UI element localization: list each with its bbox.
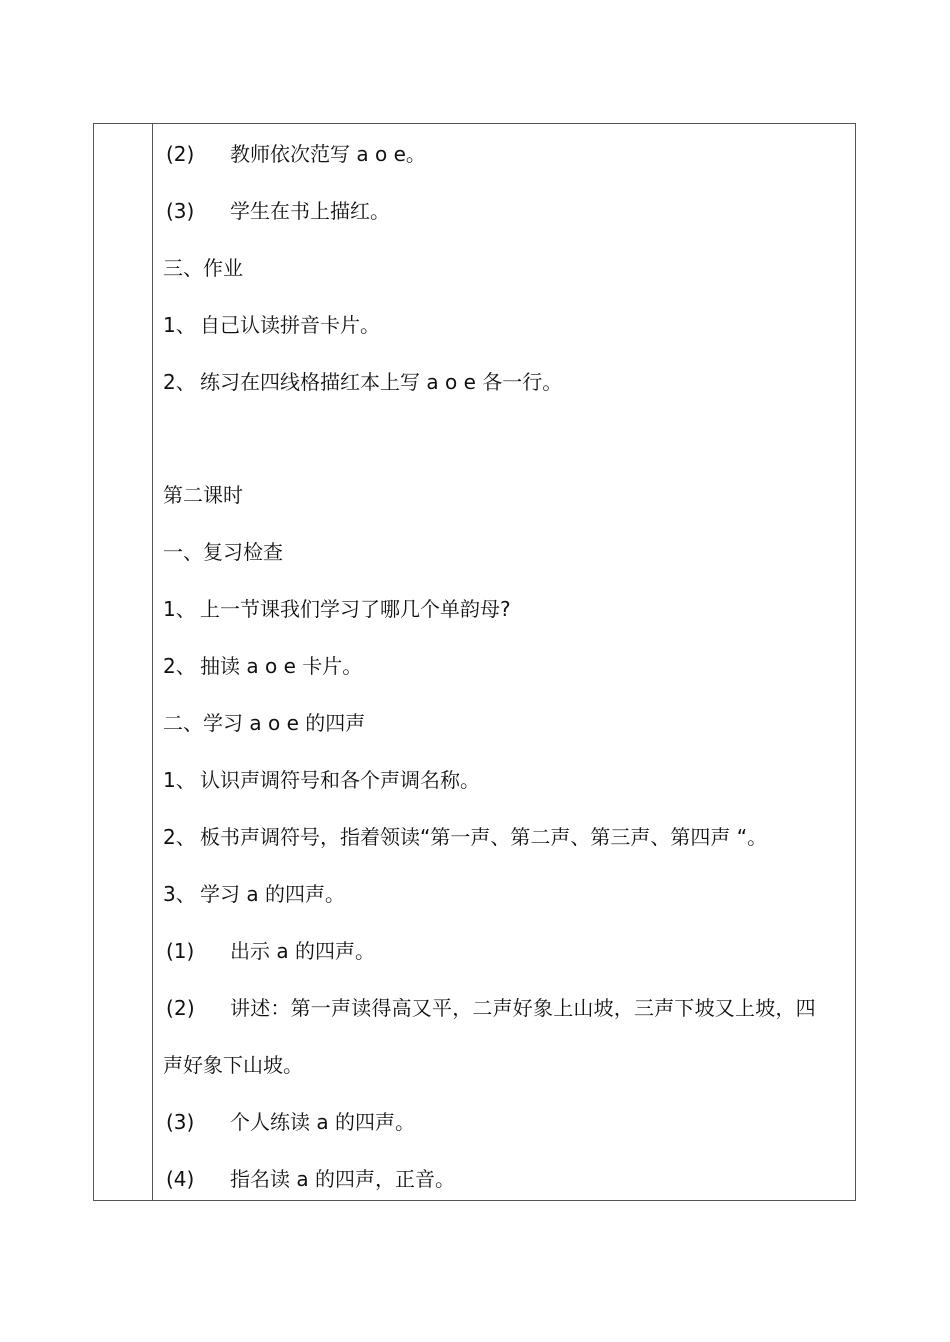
section-heading-homework: 三、作业 <box>163 256 243 280</box>
item-text: 上一节课我们学习了哪几个单韵母? <box>200 597 511 621</box>
item-number: 1、 <box>163 768 196 792</box>
left-column-cell <box>94 124 153 1200</box>
item-number: 1、 <box>163 597 196 621</box>
review-item-2 <box>163 652 362 680</box>
step-line-2 <box>166 140 426 168</box>
item-text: 板书声调符号，指着领读“第一声、第二声、第三声、第四声 “。 <box>200 825 768 849</box>
step-text: 讲述：第一声读得高又平，二声好象上山坡，三声下坡又上坡，四 <box>230 996 816 1020</box>
substep-1 <box>166 937 375 965</box>
tones-item-1 <box>163 766 480 794</box>
substep-2 <box>166 994 816 1022</box>
section-heading-review: 一、复习检查 <box>163 540 283 564</box>
item-text: 认识声调符号和各个声调名称。 <box>200 768 480 792</box>
step-text: 出示 a 的四声。 <box>230 939 375 963</box>
step-number: (3) <box>166 199 195 223</box>
lesson-title: 第二课时 <box>163 483 243 507</box>
step-number: (1) <box>166 939 195 963</box>
item-text: 抽读 a o e 卡片。 <box>200 654 363 678</box>
section-heading-tones: 二、学习 a o e 的四声 <box>163 711 366 735</box>
item-text: 自己认读拼音卡片。 <box>200 313 380 337</box>
content-cell <box>153 124 855 1200</box>
substep-4 <box>166 1165 455 1193</box>
step-number: (2) <box>166 996 195 1020</box>
item-number: 2、 <box>163 654 196 678</box>
item-number: 2、 <box>163 370 196 394</box>
step-number: (4) <box>166 1167 195 1191</box>
substep-2-continued: 声好象下山坡。 <box>163 1053 303 1077</box>
review-item-1 <box>163 595 511 623</box>
step-text: 学生在书上描红。 <box>230 199 390 223</box>
step-text: 个人练读 a 的四声。 <box>230 1110 415 1134</box>
step-number: (2) <box>166 142 195 166</box>
item-text: 练习在四线格描红本上写 a o e 各一行。 <box>200 370 563 394</box>
homework-item-2 <box>163 368 562 396</box>
item-number: 2、 <box>163 825 196 849</box>
step-number: (3) <box>166 1110 195 1134</box>
step-line-3 <box>166 197 390 225</box>
item-number: 1、 <box>163 313 196 337</box>
item-number: 3、 <box>163 882 196 906</box>
homework-item-1 <box>163 311 380 339</box>
tones-item-3 <box>163 880 345 908</box>
substep-3 <box>166 1108 415 1136</box>
item-text: 学习 a 的四声。 <box>200 882 345 906</box>
lesson-table <box>93 123 856 1201</box>
step-text: 指名读 a 的四声，正音。 <box>230 1167 455 1191</box>
tones-item-2 <box>163 823 767 851</box>
step-text: 教师依次范写 a o e。 <box>230 142 426 166</box>
